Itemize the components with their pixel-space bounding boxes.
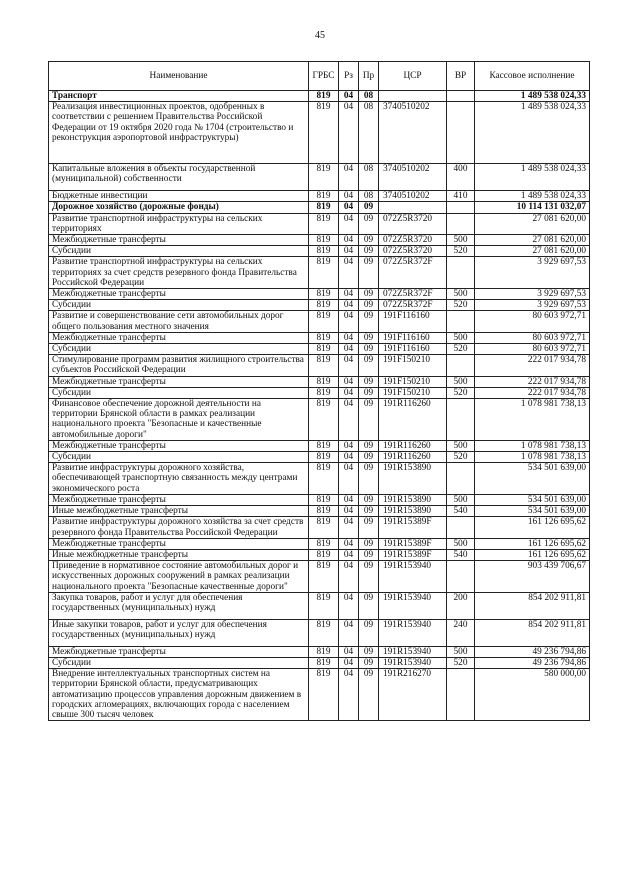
cell-grbs: 819 [309,592,339,619]
cell-csr: 191R153890 [379,494,447,505]
cell-sum: 3 929 697,53 [475,289,590,300]
table-row [49,213,590,234]
cell-pr: 09 [359,669,379,721]
header-csr: ЦСР [379,62,447,91]
cell-sum: 27 081 620,00 [475,246,590,257]
cell-pr: 09 [359,549,379,560]
table-row [49,538,590,549]
cell-grbs: 819 [309,387,339,398]
cell-pr: 08 [359,164,379,191]
cell-grbs: 819 [309,300,339,311]
cell-csr: 072Z5R3720 [379,246,447,257]
cell-rz: 04 [339,191,359,202]
header-vr: ВР [447,62,475,91]
cell-rz: 04 [339,646,359,657]
cell-csr: 191R153940 [379,592,447,619]
cell-sum: 3 929 697,53 [475,300,590,311]
cell-pr: 09 [359,332,379,343]
cell-name: Межбюджетные трансферты [49,646,309,657]
cell-vr: 500 [447,494,475,505]
cell-csr: 191F150210 [379,387,447,398]
cell-csr: 3740510202 [379,102,447,164]
cell-sum: 49 236 794,86 [475,657,590,668]
cell-vr: 520 [447,246,475,257]
cell-sum: 3 929 697,53 [475,257,590,289]
cell-vr [447,102,475,164]
table-row [49,657,590,668]
cell-name: Дорожное хозяйство (дорожные фонды) [49,202,309,213]
table-row [49,332,590,343]
cell-rz: 04 [339,91,359,102]
cell-name: Межбюджетные трансферты [49,332,309,343]
cell-sum: 1 078 981 738,13 [475,440,590,451]
cell-rz: 04 [339,592,359,619]
cell-name: Стимулирование программ развития жилищного строительства субъектов Российской Федерации [49,355,309,376]
cell-pr: 09 [359,561,379,593]
cell-vr: 400 [447,164,475,191]
cell-grbs: 819 [309,202,339,213]
cell-pr: 08 [359,91,379,102]
cell-pr: 09 [359,538,379,549]
cell-sum: 1 078 981 738,13 [475,452,590,463]
cell-sum: 161 126 695,62 [475,549,590,560]
cell-vr: 500 [447,376,475,387]
cell-vr [447,91,475,102]
cell-name: Закупка товаров, работ и услуг для обеспечения государственных (муниципальных) нужд [49,592,309,619]
cell-pr: 09 [359,289,379,300]
cell-csr: 191F116160 [379,332,447,343]
cell-grbs: 819 [309,213,339,234]
cell-csr: 191R116260 [379,399,447,441]
cell-name: Межбюджетные трансферты [49,376,309,387]
cell-vr: 240 [447,619,475,646]
table-row [49,91,590,102]
cell-vr [447,669,475,721]
cell-name: Межбюджетные трансферты [49,289,309,300]
cell-vr: 520 [447,657,475,668]
cell-vr: 410 [447,191,475,202]
cell-pr: 09 [359,311,379,332]
cell-pr: 09 [359,376,379,387]
table-row [49,387,590,398]
cell-rz: 04 [339,399,359,441]
cell-pr: 09 [359,494,379,505]
cell-sum: 161 126 695,62 [475,538,590,549]
cell-vr [447,311,475,332]
cell-name: Субсидии [49,300,309,311]
cell-vr [447,202,475,213]
table-row [49,300,590,311]
cell-sum: 10 114 131 032,07 [475,202,590,213]
cell-name: Иные закупки товаров, работ и услуг для обеспечения государственных (муниципальных) нужд [49,619,309,646]
table-row [49,646,590,657]
cell-pr: 09 [359,646,379,657]
budget-table-container [48,61,589,721]
cell-vr: 520 [447,300,475,311]
table-row [49,102,590,164]
cell-vr: 500 [447,440,475,451]
cell-rz: 04 [339,235,359,246]
cell-pr: 09 [359,246,379,257]
cell-grbs: 819 [309,311,339,332]
cell-grbs: 819 [309,463,339,495]
cell-vr [447,463,475,495]
cell-grbs: 819 [309,246,339,257]
table-row [49,355,590,376]
cell-name: Субсидии [49,657,309,668]
cell-grbs: 819 [309,399,339,441]
cell-pr: 09 [359,463,379,495]
cell-csr: 072Z5R372F [379,300,447,311]
cell-rz: 04 [339,376,359,387]
cell-grbs: 819 [309,91,339,102]
table-header-row [49,62,590,91]
cell-vr: 500 [447,289,475,300]
cell-grbs: 819 [309,561,339,593]
table-row [49,246,590,257]
cell-pr: 09 [359,344,379,355]
cell-sum: 80 603 972,71 [475,332,590,343]
cell-csr: 191R216270 [379,669,447,721]
table-row [49,506,590,517]
cell-name: Иные межбюджетные трансферты [49,549,309,560]
table-row [49,452,590,463]
cell-rz: 04 [339,164,359,191]
table-row [49,463,590,495]
cell-sum: 1 078 981 738,13 [475,399,590,441]
cell-grbs: 819 [309,355,339,376]
cell-pr: 09 [359,517,379,538]
cell-vr: 540 [447,506,475,517]
table-row [49,619,590,646]
table-row [49,257,590,289]
table-row [49,191,590,202]
cell-sum: 534 501 639,00 [475,506,590,517]
cell-name: Субсидии [49,452,309,463]
cell-name: Межбюджетные трансферты [49,494,309,505]
cell-vr: 500 [447,235,475,246]
cell-csr: 072Z5R372F [379,289,447,300]
cell-vr: 540 [447,549,475,560]
cell-name: Межбюджетные трансферты [49,440,309,451]
cell-vr: 500 [447,646,475,657]
cell-rz: 04 [339,344,359,355]
cell-name: Транспорт [49,91,309,102]
cell-grbs: 819 [309,102,339,164]
cell-sum: 1 489 538 024,33 [475,191,590,202]
cell-sum: 27 081 620,00 [475,235,590,246]
cell-csr: 191R116260 [379,452,447,463]
cell-rz: 04 [339,538,359,549]
cell-sum: 80 603 972,71 [475,344,590,355]
cell-rz: 04 [339,300,359,311]
cell-rz: 04 [339,440,359,451]
cell-csr: 191R153890 [379,463,447,495]
cell-grbs: 819 [309,517,339,538]
cell-csr: 191F116160 [379,344,447,355]
cell-pr: 08 [359,191,379,202]
cell-rz: 04 [339,332,359,343]
cell-rz: 04 [339,619,359,646]
cell-pr: 09 [359,506,379,517]
table-row [49,561,590,593]
cell-pr: 09 [359,355,379,376]
cell-pr: 08 [359,102,379,164]
cell-grbs: 819 [309,344,339,355]
cell-grbs: 819 [309,549,339,560]
cell-csr: 191F116160 [379,311,447,332]
cell-rz: 04 [339,517,359,538]
cell-grbs: 819 [309,538,339,549]
header-rz: Рз [339,62,359,91]
cell-vr [447,213,475,234]
table-row [49,592,590,619]
cell-name: Капитальные вложения в объекты государственной (муниципальной) собственности [49,164,309,191]
table-body [49,91,590,721]
cell-grbs: 819 [309,440,339,451]
cell-rz: 04 [339,246,359,257]
cell-csr: 072Z5R372F [379,257,447,289]
cell-grbs: 819 [309,164,339,191]
cell-pr: 09 [359,300,379,311]
cell-csr: 191R153940 [379,561,447,593]
cell-csr: 191R15389F [379,538,447,549]
cell-sum: 854 202 911,81 [475,592,590,619]
cell-name: Межбюджетные трансферты [49,538,309,549]
cell-name: Реализация инвестиционных проектов, одобренных в соответствии с решением Правительства Российской Федерации от 19 октября 2020 года № 1704 (строительство и реконструкция аэропортовой инфраструктуры) [49,102,309,164]
header-grbs: ГРБС [309,62,339,91]
table-row [49,376,590,387]
cell-grbs: 819 [309,494,339,505]
header-sum: Кассовое исполнение [475,62,590,91]
cell-sum: 161 126 695,62 [475,517,590,538]
cell-rz: 04 [339,669,359,721]
table-row [49,494,590,505]
cell-rz: 04 [339,213,359,234]
cell-csr: 191F150210 [379,355,447,376]
cell-pr: 09 [359,440,379,451]
cell-sum: 534 501 639,00 [475,494,590,505]
cell-sum: 534 501 639,00 [475,463,590,495]
cell-vr: 500 [447,332,475,343]
cell-rz: 04 [339,549,359,560]
table-row [49,440,590,451]
cell-sum: 49 236 794,86 [475,646,590,657]
cell-csr: 191R116260 [379,440,447,451]
cell-sum: 903 439 706,67 [475,561,590,593]
cell-csr: 191R15389F [379,517,447,538]
cell-vr: 520 [447,344,475,355]
cell-name: Развитие транспортной инфраструктуры на сельских территориях [49,213,309,234]
cell-csr: 3740510202 [379,164,447,191]
table-row [49,311,590,332]
cell-name: Субсидии [49,344,309,355]
cell-sum: 580 000,00 [475,669,590,721]
cell-rz: 04 [339,102,359,164]
cell-vr: 520 [447,452,475,463]
cell-pr: 09 [359,452,379,463]
cell-pr: 09 [359,202,379,213]
cell-csr [379,202,447,213]
cell-name: Развитие инфраструктуры дорожного хозяйства за счет средств резервного фонда Правительства Российской Федерации [49,517,309,538]
cell-sum: 1 489 538 024,33 [475,102,590,164]
cell-name: Бюджетные инвестиции [49,191,309,202]
cell-vr [447,257,475,289]
table-row [49,344,590,355]
cell-sum: 854 202 911,81 [475,619,590,646]
cell-name: Развитие и совершенствование сети автомобильных дорог общего пользования местного значения [49,311,309,332]
cell-rz: 04 [339,494,359,505]
cell-csr: 191R153940 [379,657,447,668]
cell-name: Субсидии [49,246,309,257]
cell-grbs: 819 [309,669,339,721]
cell-rz: 04 [339,257,359,289]
cell-rz: 04 [339,463,359,495]
cell-sum: 27 081 620,00 [475,213,590,234]
cell-grbs: 819 [309,191,339,202]
table-row [49,202,590,213]
cell-sum: 222 017 934,78 [475,376,590,387]
cell-name: Внедрение интеллектуальных транспортных систем на территории Брянской области, предусматривающих автоматизацию процессов управления дорожным движением в городских агломерациях, включающих города с населением свыше 300 тысяч человек [49,669,309,721]
budget-table [48,61,590,721]
cell-pr: 09 [359,399,379,441]
header-pr: Пр [359,62,379,91]
cell-grbs: 819 [309,289,339,300]
cell-grbs: 819 [309,257,339,289]
cell-name: Финансовое обеспечение дорожной деятельности на территории Брянской области в рамках реализации национального проекта "Безопасные и качественные автомобильные дороги" [49,399,309,441]
cell-rz: 04 [339,506,359,517]
cell-csr: 191R153940 [379,646,447,657]
cell-sum: 222 017 934,78 [475,355,590,376]
cell-rz: 04 [339,311,359,332]
cell-vr: 500 [447,538,475,549]
cell-grbs: 819 [309,332,339,343]
header-name: Наименование [49,62,309,91]
page-number: 45 [315,30,325,41]
table-row [49,289,590,300]
cell-csr: 191R153940 [379,619,447,646]
cell-rz: 04 [339,452,359,463]
cell-rz: 04 [339,355,359,376]
cell-name: Иные межбюджетные трансферты [49,506,309,517]
cell-grbs: 819 [309,452,339,463]
cell-name: Развитие инфраструктуры дорожного хозяйства, обеспечивающей транспортную связанность между центрами экономического роста [49,463,309,495]
cell-grbs: 819 [309,657,339,668]
cell-name: Приведение в нормативное состояние автомобильных дорог и искусственных дорожных сооружений в рамках реализации национального проекта "Безопасные качественные дороги" [49,561,309,593]
cell-csr: 3740510202 [379,191,447,202]
cell-csr [379,91,447,102]
cell-csr: 191R15389F [379,549,447,560]
table-row [49,399,590,441]
cell-rz: 04 [339,202,359,213]
cell-grbs: 819 [309,619,339,646]
cell-sum: 1 489 538 024,33 [475,91,590,102]
cell-vr [447,517,475,538]
table-row [49,517,590,538]
cell-pr: 09 [359,387,379,398]
cell-pr: 09 [359,257,379,289]
cell-name: Субсидии [49,387,309,398]
cell-sum: 80 603 972,71 [475,311,590,332]
cell-csr: 072Z5R3720 [379,235,447,246]
cell-pr: 09 [359,213,379,234]
cell-name: Межбюджетные трансферты [49,235,309,246]
cell-vr [447,355,475,376]
cell-pr: 09 [359,235,379,246]
cell-csr: 072Z5R3720 [379,213,447,234]
cell-csr: 191F150210 [379,376,447,387]
cell-vr: 520 [447,387,475,398]
cell-vr: 200 [447,592,475,619]
table-row [49,549,590,560]
table-row [49,235,590,246]
cell-rz: 04 [339,289,359,300]
cell-name: Развитие транспортной инфраструктуры на сельских территориях за счет средств резервного фонда Правительства Российской Федерации [49,257,309,289]
cell-pr: 09 [359,657,379,668]
cell-grbs: 819 [309,506,339,517]
cell-sum: 1 489 538 024,33 [475,164,590,191]
cell-rz: 04 [339,561,359,593]
cell-rz: 04 [339,657,359,668]
cell-sum: 222 017 934,78 [475,387,590,398]
cell-vr [447,561,475,593]
cell-grbs: 819 [309,235,339,246]
table-row [49,669,590,721]
cell-pr: 09 [359,619,379,646]
cell-grbs: 819 [309,646,339,657]
table-row [49,164,590,191]
cell-csr: 191R153890 [379,506,447,517]
cell-pr: 09 [359,592,379,619]
cell-grbs: 819 [309,376,339,387]
cell-vr [447,399,475,441]
cell-rz: 04 [339,387,359,398]
